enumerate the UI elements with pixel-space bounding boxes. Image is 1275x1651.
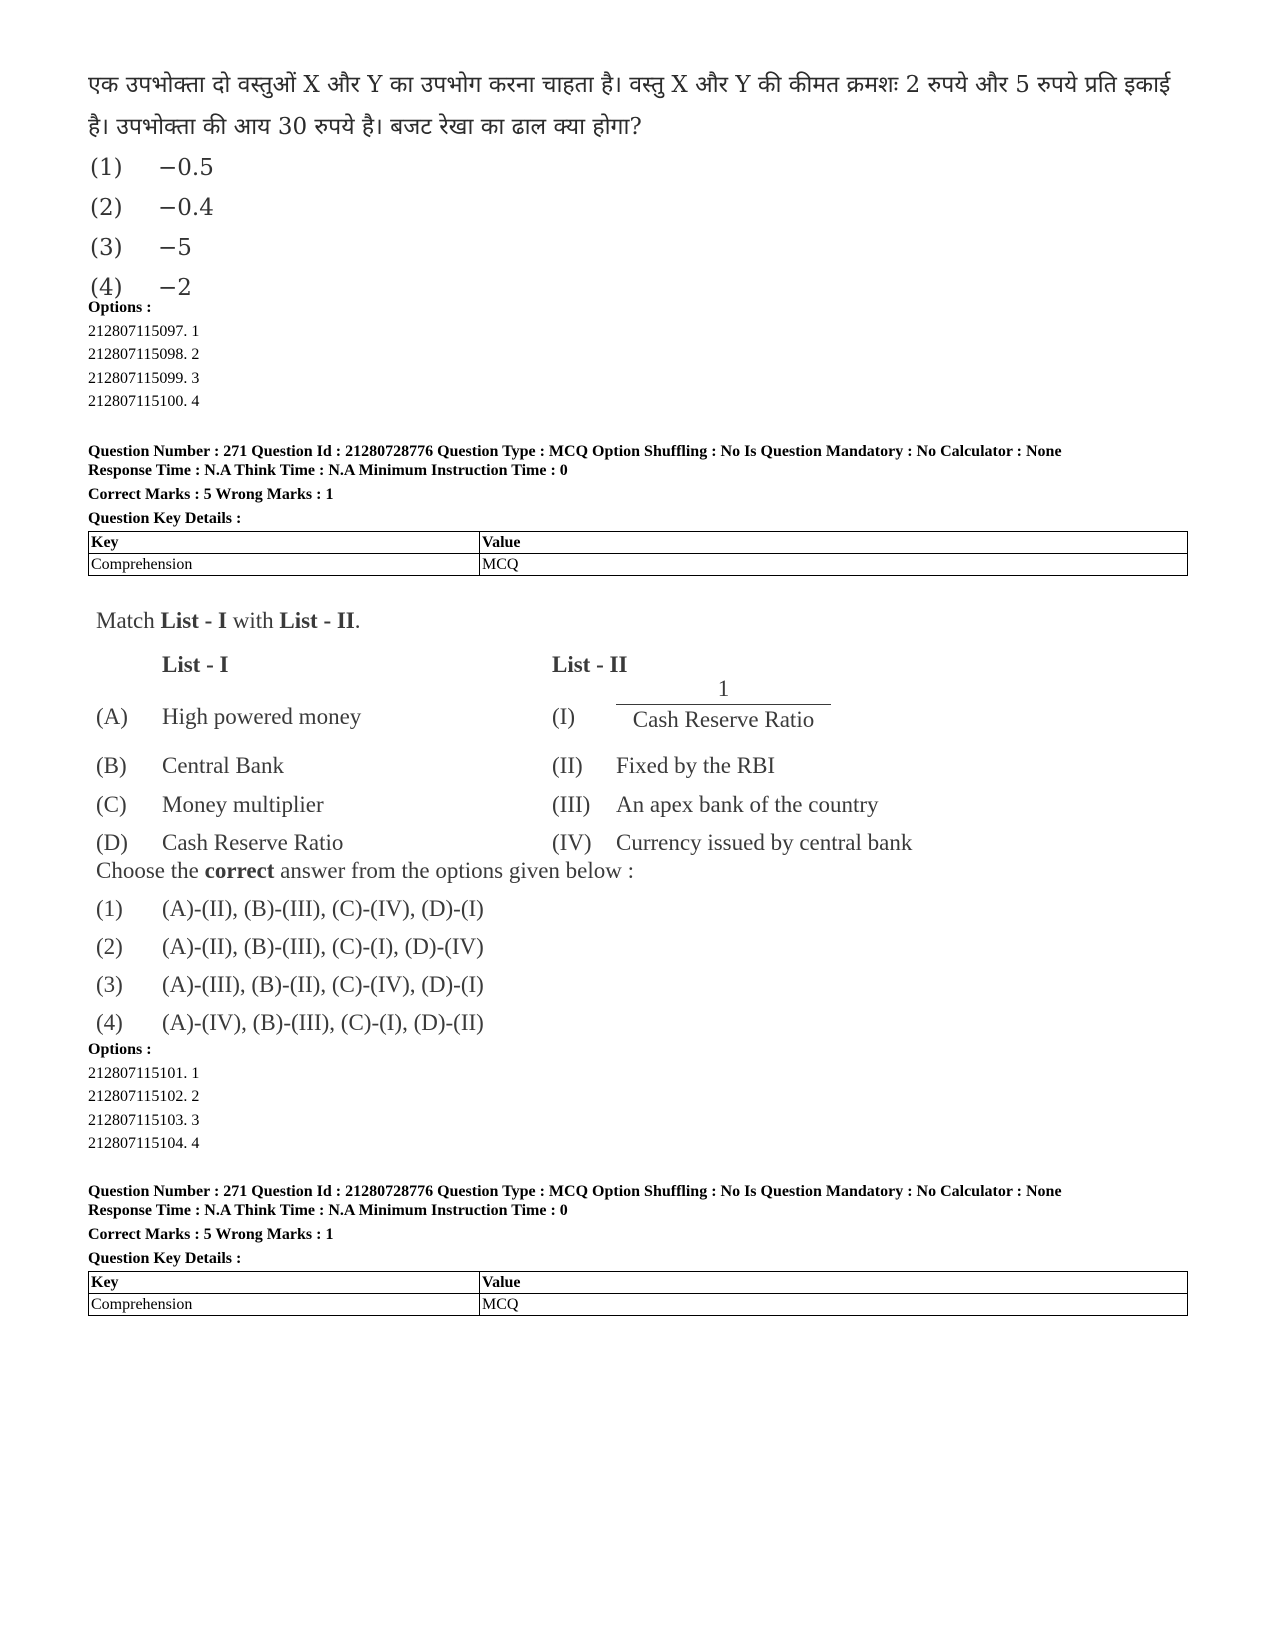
choice-text: (A)-(IV), (B)-(III), (C)-(I), (D)-(II) xyxy=(162,1010,484,1035)
question-info-line: Question Number : 271 Question Id : 21280728776 Question Type : MCQ Option Shuffling : No Is Question Mandatory : No Calculator : None xyxy=(88,443,1062,460)
choice-text: −2 xyxy=(158,275,192,301)
table-row xyxy=(89,1294,1188,1316)
option-id: 212807115101. 1 xyxy=(88,1064,200,1082)
question-1-choices xyxy=(90,148,214,308)
row-label: (A) xyxy=(96,704,128,729)
choice-number: (4) xyxy=(96,1010,123,1035)
choice-2 xyxy=(90,188,214,228)
choice-number: (1) xyxy=(90,155,123,181)
option-id: 212807115100. 4 xyxy=(88,393,200,410)
table-header-row xyxy=(89,1272,1188,1294)
key-details-label: Question Key Details : xyxy=(88,510,242,527)
row-text: Money multiplier xyxy=(162,792,324,817)
choice-text: −0.4 xyxy=(158,195,214,221)
choice-number: (3) xyxy=(90,235,123,261)
row-label: (I) xyxy=(552,704,575,729)
row-label: (B) xyxy=(96,753,127,778)
fraction-numerator: 1 xyxy=(616,676,831,705)
choice-text: (A)-(II), (B)-(III), (C)-(I), (D)-(IV) xyxy=(162,934,484,959)
row-label: (D) xyxy=(96,830,128,855)
time-info-line: Response Time : N.A Think Time : N.A Minimum Instruction Time : 0 xyxy=(88,462,568,479)
question-1-text: एक उपभोक्ता दो वस्तुओं X और Y का उपभोग करना चाहता है। वस्तु X और Y की कीमत क्रमशः 2 रुपये और 5 रुपये प्रति इकाई है। उपभोक्ता की आय 30 रुपये है। बजट रेखा का ढाल क्या होगा? xyxy=(88,72,1171,140)
key-details-table xyxy=(88,1271,1188,1316)
marks-line: Correct Marks : 5 Wrong Marks : 1 xyxy=(88,486,334,503)
choice-number: (3) xyxy=(96,972,123,997)
row-text: Cash Reserve Ratio xyxy=(162,830,344,855)
table-row xyxy=(89,554,1188,576)
choice-text: −5 xyxy=(158,235,192,261)
row-label: (III) xyxy=(552,792,591,817)
fraction-denominator: Cash Reserve Ratio xyxy=(632,707,815,732)
key-details-table xyxy=(88,531,1188,576)
key-details-label: Question Key Details : xyxy=(88,1250,242,1267)
table-header-value: Value xyxy=(480,1272,1188,1294)
option-id: 212807115104. 4 xyxy=(88,1135,200,1152)
table-header-row xyxy=(89,532,1188,554)
question-2-title: Match List - I with List - II. xyxy=(96,608,361,633)
table-cell-value: MCQ xyxy=(480,554,1188,576)
option-id: 212807115099. 3 xyxy=(88,369,200,387)
time-info-line: Response Time : N.A Think Time : N.A Minimum Instruction Time : 0 xyxy=(88,1202,568,1219)
choose-instruction: Choose the correct answer from the options given below : xyxy=(96,858,635,883)
table-header-key: Key xyxy=(89,1272,480,1294)
options-label: Options : xyxy=(88,299,152,316)
choice-3 xyxy=(90,228,214,268)
question-info-line: Question Number : 271 Question Id : 21280728776 Question Type : MCQ Option Shuffling : No Is Question Mandatory : No Calculator : None xyxy=(88,1183,1062,1200)
choice-text: (A)-(II), (B)-(III), (C)-(IV), (D)-(I) xyxy=(162,896,484,921)
table-cell-key: Comprehension xyxy=(89,554,480,576)
row-label: (II) xyxy=(552,753,583,778)
choice-number: (2) xyxy=(90,195,123,221)
options-label: Options : xyxy=(88,1041,152,1058)
question-meta-2 xyxy=(88,1182,1188,1316)
table-cell-value: MCQ xyxy=(480,1294,1188,1316)
option-id: 212807115103. 3 xyxy=(88,1111,200,1129)
options-list-2 xyxy=(88,1038,199,1156)
list-2-heading: List - II xyxy=(552,652,628,677)
question-meta-1 xyxy=(88,442,1188,576)
marks-line: Correct Marks : 5 Wrong Marks : 1 xyxy=(88,1226,334,1243)
match-row-b xyxy=(96,753,996,793)
row-text: Central Bank xyxy=(162,753,284,778)
row-text: An apex bank of the country xyxy=(616,792,879,817)
choice-number: (2) xyxy=(96,934,123,959)
option-id: 212807115098. 2 xyxy=(88,346,200,363)
match-row-c xyxy=(96,792,996,832)
option-id: 212807115102. 2 xyxy=(88,1088,200,1105)
fraction xyxy=(616,676,831,733)
options-list-1 xyxy=(88,296,199,414)
table-cell-key: Comprehension xyxy=(89,1294,480,1316)
choice-1 xyxy=(90,148,214,188)
choice-number: (1) xyxy=(96,896,123,921)
choice-text: (A)-(III), (B)-(II), (C)-(IV), (D)-(I) xyxy=(162,972,484,997)
list-1-heading: List - I xyxy=(162,652,229,677)
match-row-a xyxy=(96,676,996,744)
row-text: Currency issued by central bank xyxy=(616,830,913,855)
row-text: Fixed by the RBI xyxy=(616,753,776,778)
row-label: (C) xyxy=(96,792,127,817)
option-id: 212807115097. 1 xyxy=(88,322,200,340)
choice-number: (4) xyxy=(90,275,123,301)
table-header-key: Key xyxy=(89,532,480,554)
choice-text: −0.5 xyxy=(158,155,214,181)
row-label: (IV) xyxy=(552,830,592,855)
row-text: High powered money xyxy=(162,704,362,729)
table-header-value: Value xyxy=(480,532,1188,554)
